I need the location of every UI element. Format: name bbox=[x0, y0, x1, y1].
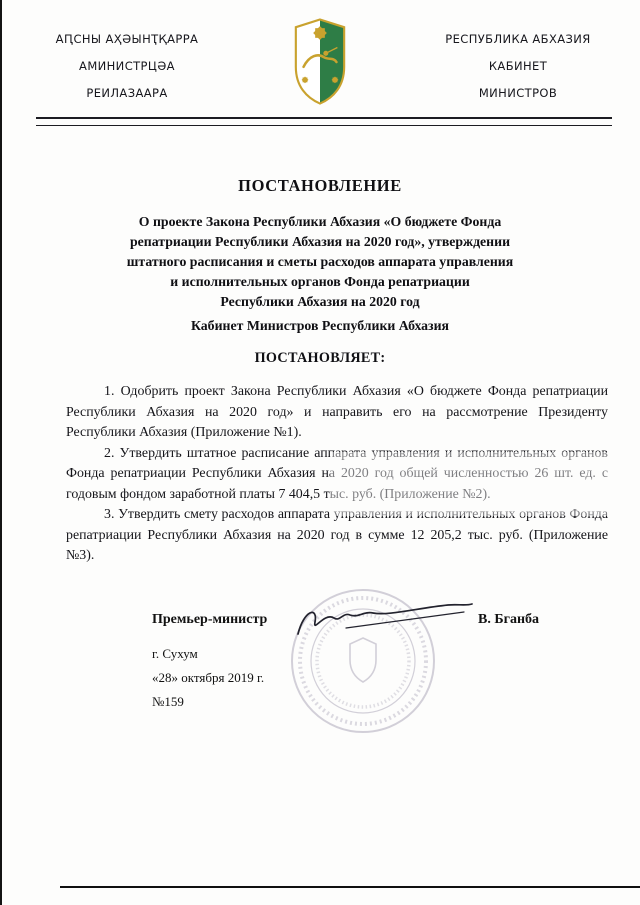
letterhead-right-line2: КАБИНЕТ bbox=[488, 59, 548, 73]
document-body bbox=[66, 382, 608, 567]
body-paragraph-2: 2. Утвердить штатное расписание аппарата управления и исполнительных органов Фонда репатриации Республики Абхазия на 2020 год общей численностью 26 шт. ед. с годовым фондом заработной платы 7 404,5 тыс. руб. (Приложение №2). bbox=[66, 445, 608, 502]
letterhead-right-line3: МИНИСТРОВ bbox=[478, 86, 558, 100]
scan-artifact-left-edge bbox=[0, 0, 2, 905]
subject-line: Республики Абхазия на 2020 год bbox=[220, 294, 420, 309]
letterhead-left-line1: АԤСНЫ АҲӘЫНҬҚАРРА bbox=[55, 32, 199, 46]
date-line: «28» октября 2019 г. bbox=[152, 670, 265, 685]
subject-line: репатриации Республики Абхазия на 2020 год», утверждении bbox=[129, 234, 511, 249]
signature-role: Премьер-министр bbox=[152, 612, 268, 627]
number-line: №159 bbox=[152, 694, 184, 709]
subject-line: и исполнительных органов Фонда репатриации bbox=[170, 274, 470, 289]
subject-line: штатного расписания и сметы расходов аппарата управления bbox=[126, 254, 514, 269]
page-title: ПОСТАНОВЛЕНИЕ bbox=[238, 176, 402, 195]
issuer-line: Кабинет Министров Республики Абхазия bbox=[190, 318, 450, 333]
letterhead-right-line1: РЕСПУБЛИКА АБХАЗИЯ bbox=[445, 32, 591, 46]
body-paragraph-3: 3. Утвердить смету расходов аппарата управления и исполнительных органов Фонда репатриации Республики Абхазия на 2020 год в сумме 12 205,2 тыс. руб. (Приложение №3). bbox=[66, 507, 608, 563]
scan-artifact-bottom-edge bbox=[60, 886, 640, 888]
place-line: г. Сухум bbox=[152, 646, 198, 661]
body-paragraph-1: 1. Одобрить проект Закона Республики Абхазия «О бюджете Фонда репатриации Республики Абхазия на 2020 год» и направить его на рассмотрение Президенту Республики Абхазия (Приложение №1). bbox=[66, 384, 608, 440]
letterhead-right bbox=[418, 26, 618, 107]
resolves-line: ПОСТАНОВЛЯЕТ: bbox=[254, 350, 386, 366]
subject-line: О проекте Закона Республики Абхазия «О бюджете Фонда bbox=[138, 214, 502, 229]
coat-of-arms-icon bbox=[291, 16, 349, 113]
signature-icon bbox=[288, 598, 478, 651]
doc-subject bbox=[0, 212, 640, 312]
letterhead-divider bbox=[36, 117, 612, 126]
signature-name: В. Бганба bbox=[478, 612, 540, 627]
letterhead-left bbox=[22, 26, 232, 107]
letterhead-left-line2: АМИНИСТРЦӘА bbox=[79, 59, 175, 73]
letterhead-left-line3: РЕИЛАЗААРА bbox=[86, 86, 168, 100]
